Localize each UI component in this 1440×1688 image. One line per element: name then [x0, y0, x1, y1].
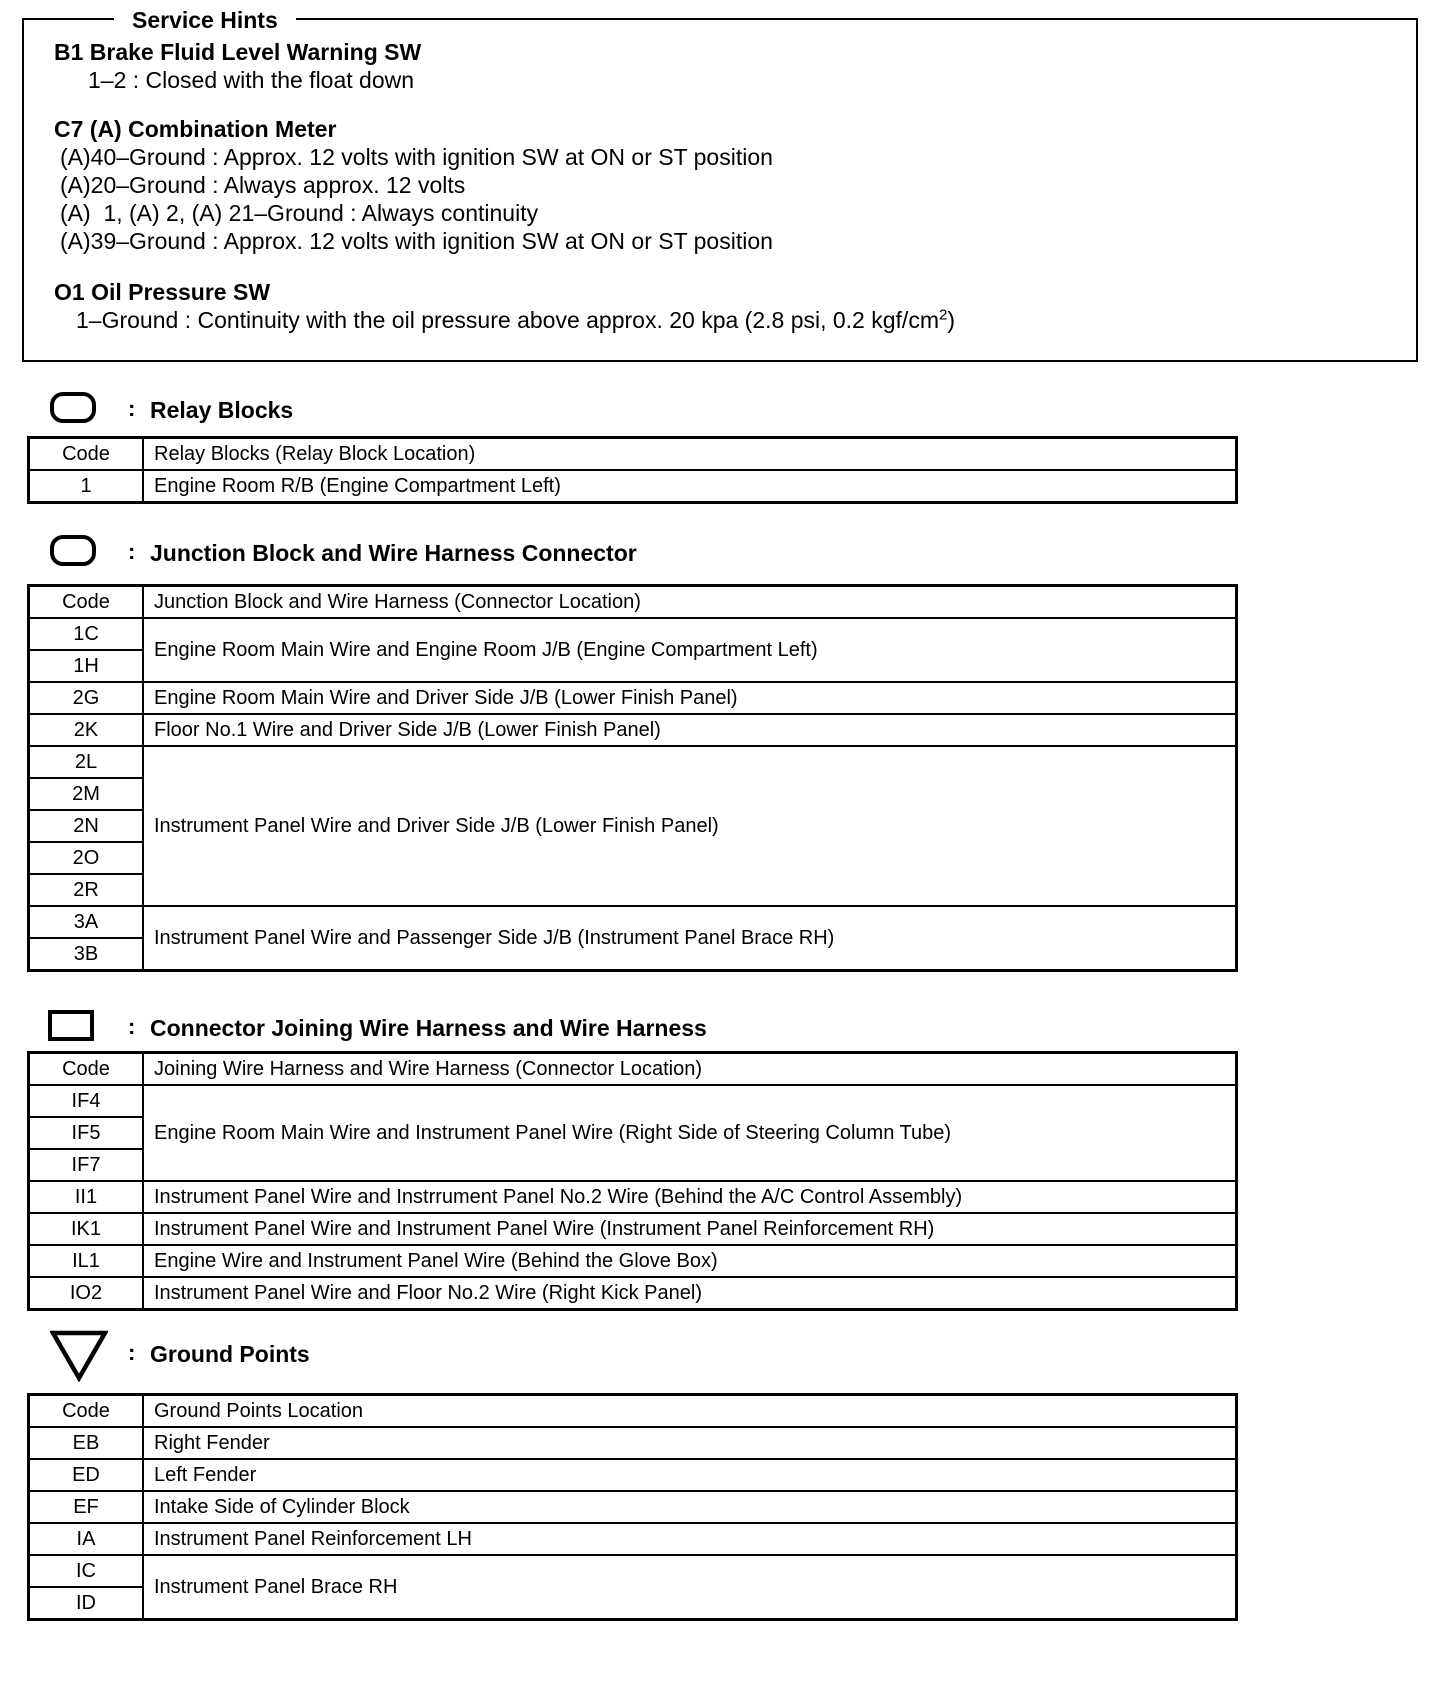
code-cell: 2O	[29, 842, 144, 874]
code-cell: 2R	[29, 874, 144, 906]
code-cell: IL1	[29, 1245, 144, 1277]
ground-points-table	[27, 1393, 1238, 1621]
hint-o1-title: O1 Oil Pressure SW	[54, 279, 271, 305]
junction-blocks-table	[27, 584, 1238, 972]
code-cell: IF7	[29, 1149, 144, 1181]
code-cell: IF5	[29, 1117, 144, 1149]
code-cell: 1H	[29, 650, 144, 682]
code-cell: ID	[29, 1587, 144, 1620]
code-cell: 2G	[29, 682, 144, 714]
relay-blocks-table	[27, 436, 1238, 504]
table-row	[29, 618, 1237, 650]
code-cell: EF	[29, 1491, 144, 1523]
table-row	[29, 1491, 1237, 1523]
header-code: Code	[29, 1053, 144, 1086]
table-row	[29, 1277, 1237, 1310]
header-desc: Junction Block and Wire Harness (Connector Location)	[143, 586, 1237, 619]
desc-cell: Engine Room Main Wire and Engine Room J/B (Engine Compartment Left)	[143, 618, 1237, 682]
hint-c7-line: (A)39–Ground : Approx. 12 volts with ignition SW at ON or ST position	[60, 228, 773, 254]
table-row	[29, 906, 1237, 938]
header-code: Code	[29, 586, 144, 619]
code-cell: 1	[29, 470, 144, 503]
desc-cell: Engine Room Main Wire and Driver Side J/B (Lower Finish Panel)	[143, 682, 1237, 714]
table-row	[29, 1181, 1237, 1213]
desc-cell: Left Fender	[143, 1459, 1237, 1491]
desc-cell: Instrument Panel Brace RH	[143, 1555, 1237, 1620]
header-code: Code	[29, 1395, 144, 1428]
relay-blocks-colon: :	[128, 396, 136, 421]
relay-block-symbol-icon	[50, 392, 96, 423]
ground-points-title: Ground Points	[150, 1341, 310, 1367]
code-cell: IC	[29, 1555, 144, 1587]
table-row	[29, 470, 1237, 503]
table-row	[29, 1245, 1237, 1277]
connectors-table	[27, 1051, 1238, 1311]
hint-c7-title: C7 (A) Combination Meter	[54, 116, 337, 142]
code-cell: 2L	[29, 746, 144, 778]
desc-cell: Instrument Panel Wire and Instrument Panel Wire (Instrument Panel Reinforcement RH)	[143, 1213, 1237, 1245]
desc-cell: Engine Room Main Wire and Instrument Panel Wire (Right Side of Steering Column Tube)	[143, 1085, 1237, 1181]
header-desc: Ground Points Location	[143, 1395, 1237, 1428]
table-row	[29, 1555, 1237, 1587]
table-header-row	[29, 1395, 1237, 1428]
header-code: Code	[29, 438, 144, 471]
connector-symbol-icon	[48, 1010, 94, 1041]
table-row	[29, 682, 1237, 714]
hint-b1-title: B1 Brake Fluid Level Warning SW	[54, 39, 422, 65]
junction-block-symbol-icon	[50, 535, 96, 566]
table-row	[29, 1085, 1237, 1117]
desc-cell: Floor No.1 Wire and Driver Side J/B (Lower Finish Panel)	[143, 714, 1237, 746]
table-row	[29, 1523, 1237, 1555]
table-header-row	[29, 438, 1237, 471]
code-cell: IF4	[29, 1085, 144, 1117]
code-cell: 3B	[29, 938, 144, 971]
code-cell: EB	[29, 1427, 144, 1459]
hint-c7-line: (A)40–Ground : Approx. 12 volts with ignition SW at ON or ST position	[60, 144, 773, 170]
junction-blocks-colon: :	[128, 539, 136, 564]
table-header-row	[29, 586, 1237, 619]
desc-cell: Engine Room R/B (Engine Compartment Left)	[143, 470, 1237, 503]
header-desc: Joining Wire Harness and Wire Harness (Connector Location)	[143, 1053, 1237, 1086]
desc-cell: Right Fender	[143, 1427, 1237, 1459]
table-row	[29, 714, 1237, 746]
hint-o1-line-sup: 2	[938, 306, 948, 324]
desc-cell: Instrument Panel Wire and Instrrument Panel No.2 Wire (Behind the A/C Control Assembly)	[143, 1181, 1237, 1213]
hint-o1-line-main: 1–Ground : Continuity with the oil pressure above approx. 20 kpa (2.8 psi, 0.2 kgf/cm	[76, 307, 939, 333]
hint-o1-line	[54, 306, 955, 334]
desc-cell: Intake Side of Cylinder Block	[143, 1491, 1237, 1523]
code-cell: ED	[29, 1459, 144, 1491]
desc-cell: Instrument Panel Wire and Floor No.2 Wire (Right Kick Panel)	[143, 1277, 1237, 1310]
hint-b1	[54, 38, 421, 94]
junction-blocks-title: Junction Block and Wire Harness Connector	[150, 540, 637, 566]
hint-b1-line: 1–2 : Closed with the float down	[88, 67, 415, 93]
desc-cell: Engine Wire and Instrument Panel Wire (Behind the Glove Box)	[143, 1245, 1237, 1277]
hint-c7-line: (A)20–Ground : Always approx. 12 volts	[60, 172, 466, 198]
code-cell: 1C	[29, 618, 144, 650]
desc-cell: Instrument Panel Wire and Passenger Side J/B (Instrument Panel Brace RH)	[143, 906, 1237, 971]
table-row	[29, 1213, 1237, 1245]
code-cell: 3A	[29, 906, 144, 938]
service-hints-legend: Service Hints	[114, 6, 296, 34]
hint-o1-line-end: )	[947, 307, 955, 333]
service-hints-box	[22, 7, 1418, 362]
header-desc: Relay Blocks (Relay Block Location)	[143, 438, 1237, 471]
table-row	[29, 1459, 1237, 1491]
connectors-colon: :	[128, 1014, 136, 1039]
code-cell: 2M	[29, 778, 144, 810]
code-cell: IA	[29, 1523, 144, 1555]
table-row	[29, 1427, 1237, 1459]
desc-cell: Instrument Panel Reinforcement LH	[143, 1523, 1237, 1555]
hint-o1	[54, 278, 955, 334]
code-cell: 2N	[29, 810, 144, 842]
hint-c7-line: (A) 1, (A) 2, (A) 21–Ground : Always continuity	[60, 200, 539, 226]
relay-blocks-title: Relay Blocks	[150, 397, 294, 423]
ground-triangle-icon	[50, 1330, 108, 1382]
connectors-title: Connector Joining Wire Harness and Wire Harness	[150, 1015, 707, 1041]
desc-cell: Instrument Panel Wire and Driver Side J/B (Lower Finish Panel)	[143, 746, 1237, 906]
code-cell: IK1	[29, 1213, 144, 1245]
hint-c7	[54, 115, 773, 255]
table-row	[29, 746, 1237, 778]
code-cell: IO2	[29, 1277, 144, 1310]
code-cell: 2K	[29, 714, 144, 746]
code-cell: II1	[29, 1181, 144, 1213]
table-header-row	[29, 1053, 1237, 1086]
ground-points-colon: :	[128, 1340, 136, 1365]
